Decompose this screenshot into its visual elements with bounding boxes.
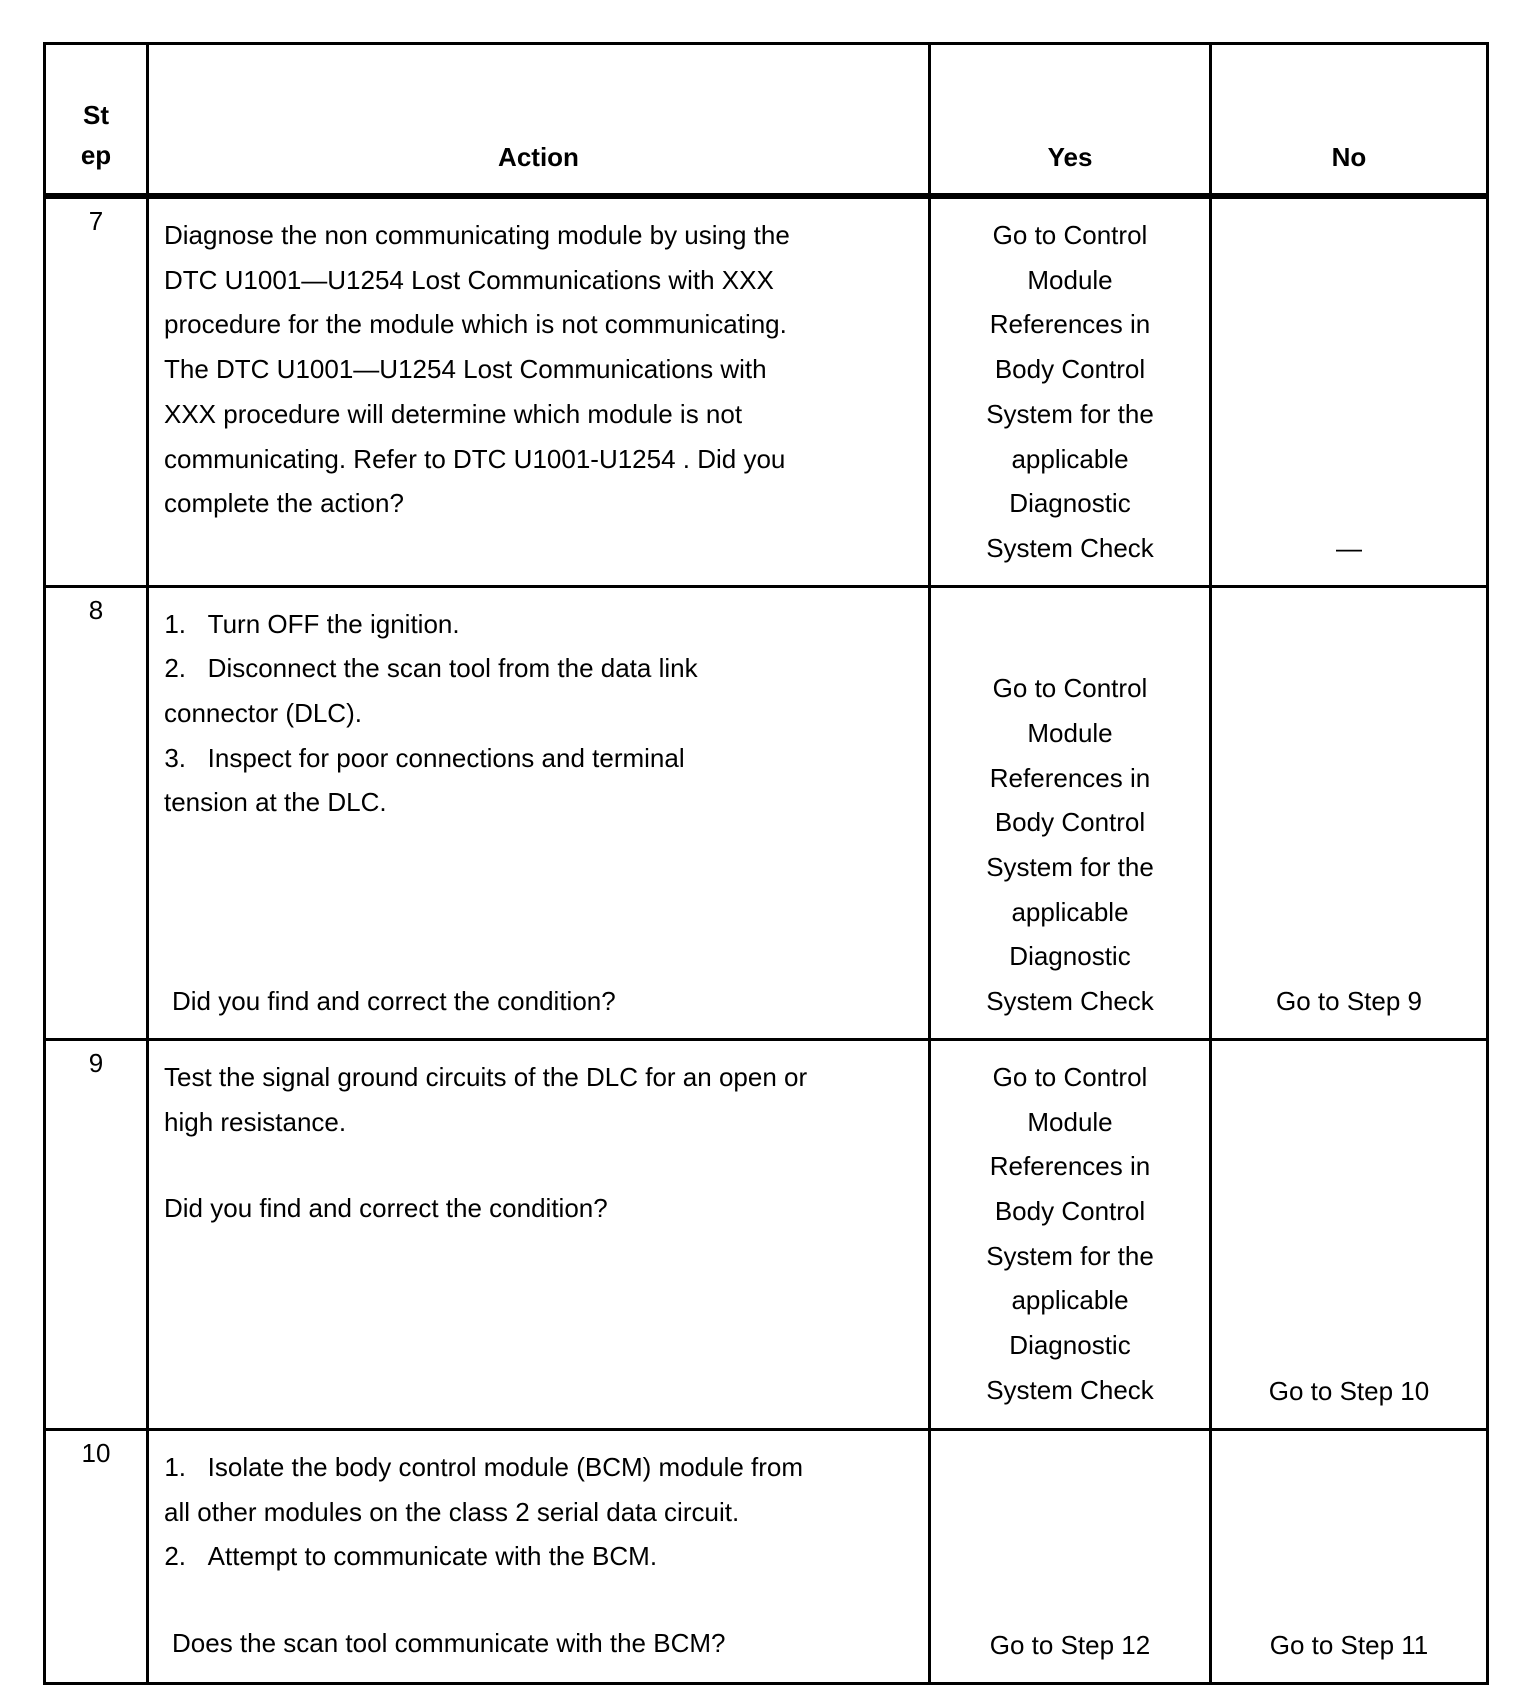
list-number: 3. — [164, 742, 186, 773]
diagnostic-table — [43, 42, 1489, 1685]
question-text: Does the scan tool communicate with the BCM? — [172, 1627, 726, 1658]
list-text: Isolate the body control module (BCM) module from — [207, 1451, 804, 1482]
spacer — [164, 825, 908, 979]
yes-line: References in — [989, 309, 1151, 340]
action-line: The DTC U1001—U1254 Lost Communications with — [164, 354, 767, 385]
yes-line: System for the — [986, 852, 1154, 883]
no-cell: Go to Step 10 — [1211, 1039, 1488, 1429]
action-cell — [148, 586, 930, 1039]
yes-line: Module — [1027, 264, 1113, 295]
yes-line: applicable — [1011, 896, 1129, 927]
no-cell: Go to Step 11 — [1211, 1429, 1488, 1683]
header-action: Action — [148, 44, 930, 197]
header-yes: Yes — [930, 44, 1211, 197]
action-line: tension at the DLC. — [164, 787, 387, 818]
step-number: 7 — [45, 196, 148, 586]
yes-line: Diagnostic — [1009, 941, 1131, 972]
yes-line: Body Control — [994, 1195, 1146, 1226]
yes-cell — [930, 1039, 1211, 1429]
action-line — [164, 1445, 908, 1490]
header-step — [45, 44, 148, 197]
yes-line: applicable — [1011, 443, 1129, 474]
action-cell — [148, 196, 930, 586]
action-cell — [148, 1429, 930, 1683]
yes-cell — [930, 586, 1211, 1039]
action-line — [164, 646, 908, 691]
yes-line: Go to Control — [992, 673, 1148, 704]
action-line: complete the action? — [164, 488, 404, 519]
yes-line: System for the — [986, 398, 1154, 429]
yes-line: System Check — [986, 986, 1154, 1017]
table-row — [45, 586, 1488, 1039]
spacer — [164, 1144, 908, 1186]
action-line — [164, 736, 908, 781]
no-cell: Go to Step 9 — [1211, 586, 1488, 1039]
action-line: procedure for the module which is not communicating. — [164, 309, 787, 340]
table-row — [45, 1429, 1488, 1683]
yes-line: References in — [989, 1151, 1151, 1182]
action-line: connector (DLC). — [164, 698, 362, 729]
yes-cell: Go to Step 12 — [930, 1429, 1211, 1683]
yes-cell — [930, 196, 1211, 586]
yes-line: Body Control — [994, 807, 1146, 838]
action-line: high resistance. — [164, 1106, 347, 1137]
header-step-line2: ep — [80, 140, 112, 170]
yes-line: Diagnostic — [1009, 488, 1131, 519]
list-text: Turn OFF the ignition. — [207, 608, 460, 639]
list-number: 1. — [164, 608, 186, 639]
table-row — [45, 196, 1488, 586]
question-text: Did you find and correct the condition? — [164, 1193, 608, 1224]
step-number: 9 — [45, 1039, 148, 1429]
header-row — [45, 44, 1488, 197]
yes-line: System Check — [986, 532, 1154, 563]
action-line — [164, 602, 908, 647]
action-line: communicating. Refer to DTC U1001-U1254 . Did you — [164, 443, 786, 474]
spacer — [164, 1579, 908, 1621]
yes-line: Go to Control — [992, 1061, 1148, 1092]
yes-line: Body Control — [994, 354, 1146, 385]
yes-line: System for the — [986, 1240, 1154, 1271]
question-text: Did you find and correct the condition? — [172, 986, 616, 1017]
action-cell — [148, 1039, 930, 1429]
list-number: 2. — [164, 653, 186, 684]
action-line: all other modules on the class 2 serial data circuit. — [164, 1496, 740, 1527]
action-line: Test the signal ground circuits of the DLC for an open or — [164, 1061, 808, 1092]
step-number: 10 — [45, 1429, 148, 1683]
table-row — [45, 1039, 1488, 1429]
list-text: Inspect for poor connections and terminal — [207, 742, 685, 773]
yes-line: applicable — [1011, 1285, 1129, 1316]
action-line: XXX procedure will determine which module is not — [164, 398, 743, 429]
yes-line: References in — [989, 762, 1151, 793]
yes-line: Diagnostic — [1009, 1330, 1131, 1361]
header-no: No — [1211, 44, 1488, 197]
list-text: Disconnect the scan tool from the data link — [207, 653, 698, 684]
yes-line: Go to Control — [992, 220, 1148, 250]
list-number: 1. — [164, 1451, 186, 1482]
action-line: Diagnose the non communicating module by using the — [164, 220, 790, 250]
action-line — [164, 1534, 908, 1579]
yes-line: Module — [1027, 717, 1113, 748]
no-cell: — — [1211, 196, 1488, 586]
list-text: Attempt to communicate with the BCM. — [207, 1541, 658, 1572]
yes-line: Module — [1027, 1106, 1113, 1137]
header-step-line1: St — [83, 100, 109, 130]
list-number: 2. — [164, 1541, 186, 1572]
step-number: 8 — [45, 586, 148, 1039]
action-line: DTC U1001—U1254 Lost Communications with XXX — [164, 264, 774, 295]
yes-line: System Check — [986, 1374, 1154, 1405]
